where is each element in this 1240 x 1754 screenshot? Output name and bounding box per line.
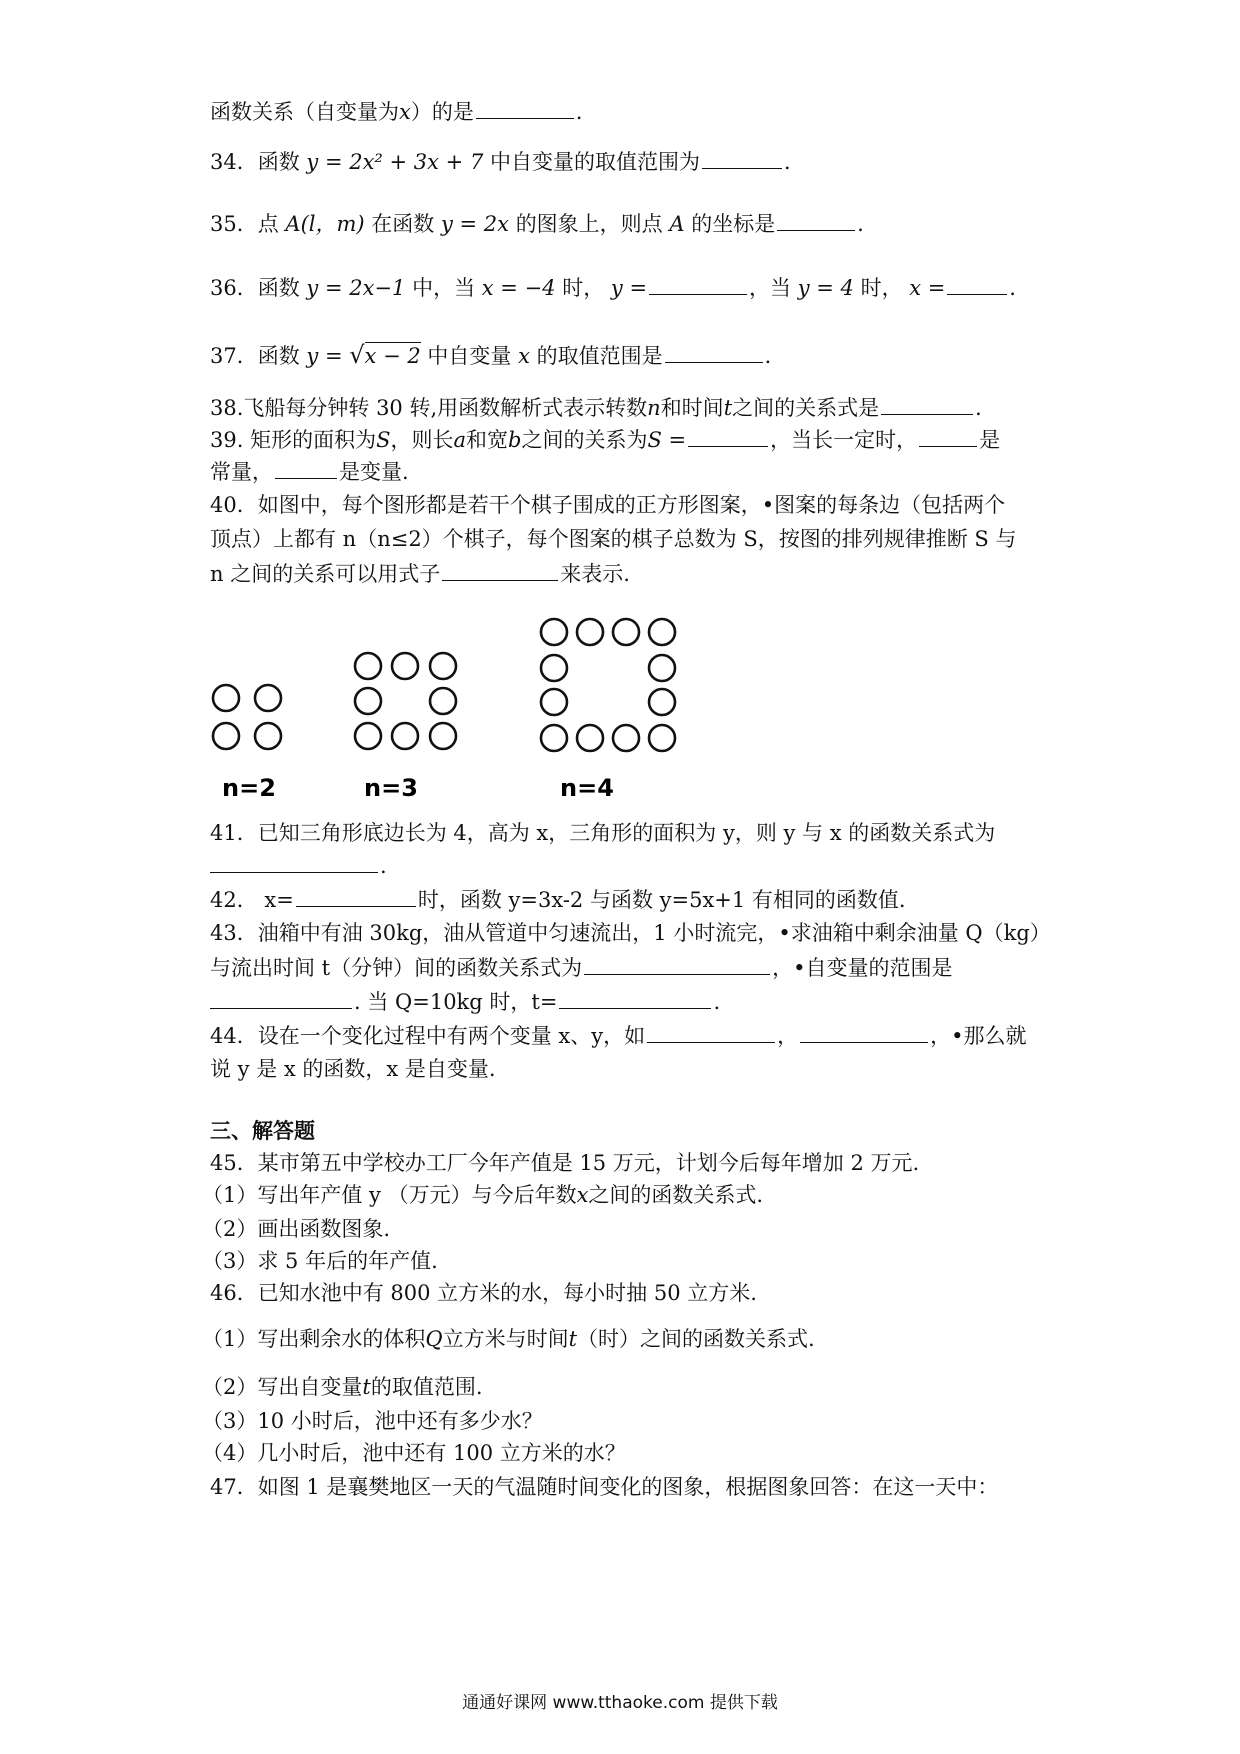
answer-blank[interactable] xyxy=(476,96,574,119)
chess-piece xyxy=(577,619,603,645)
sqrt-symbol: √ xyxy=(349,341,365,369)
text: 47．如图 1 是襄樊地区一天的气温随时间变化的图象，根据图象回答：在这一天中： xyxy=(210,1475,999,1499)
chess-piece xyxy=(541,619,567,645)
question-45-part2 xyxy=(202,1214,390,1244)
question-37 xyxy=(210,340,786,371)
q33-tail xyxy=(210,96,597,127)
text: 36．函数 xyxy=(210,276,300,300)
text: 来表示. xyxy=(560,562,630,586)
math: x xyxy=(399,100,411,124)
text: 时，函数 y=3x-2 与函数 y=5x+1 有相同的函数值. xyxy=(417,888,906,912)
math: x xyxy=(576,1183,589,1207)
question-39-cont xyxy=(210,456,409,487)
pattern-n4 xyxy=(541,619,675,751)
text: 的取值范围是 xyxy=(536,344,663,368)
chess-piece xyxy=(392,723,418,749)
text: 时， xyxy=(562,276,605,300)
formula: y = xyxy=(610,276,648,300)
text: 中自变量 xyxy=(427,344,512,368)
text: ． xyxy=(975,396,997,420)
math: t xyxy=(362,1375,371,1399)
chess-piece xyxy=(649,689,675,715)
question-46-part1 xyxy=(202,1324,815,1354)
math: A xyxy=(669,212,685,236)
text: 40．如图中，每个图形都是若干个棋子围成的正方形图案，•图案的每条边（包括两个 xyxy=(210,493,1006,517)
formula: y = 2x² + 3x + 7 xyxy=(306,150,484,174)
answer-blank[interactable] xyxy=(559,986,711,1009)
chess-piece xyxy=(355,688,381,714)
text: 在函数 xyxy=(371,212,435,236)
chess-piece xyxy=(430,653,456,679)
label-n3: n=3 xyxy=(364,774,418,802)
text: 之间的函数关系式. xyxy=(588,1183,764,1207)
question-42 xyxy=(210,884,906,915)
question-43-line2 xyxy=(210,952,953,983)
question-45 xyxy=(210,1148,919,1178)
math: S xyxy=(376,428,391,452)
chess-piece xyxy=(649,619,675,645)
text: 45．某市第五中学校办工厂今年产值是 15 万元，计划今后每年增加 2 万元. xyxy=(210,1151,920,1175)
formula: x = −4 xyxy=(481,276,556,300)
question-43-line3 xyxy=(210,986,720,1017)
text: ，•那么就 xyxy=(930,1024,1027,1048)
question-44-line2 xyxy=(210,1054,496,1084)
text: 顶点）上都有 n（n≤2）个棋子，每个图案的棋子总数为 S，按图的排列规律推断 S 与 xyxy=(210,527,1017,551)
question-46-part4 xyxy=(202,1438,626,1468)
chess-piece xyxy=(355,723,381,749)
answer-blank[interactable] xyxy=(688,424,768,447)
text: 之间的关系为 xyxy=(521,428,648,452)
text: （时）之间的函数关系式. xyxy=(577,1327,815,1351)
text: 41．已知三角形底边长为 4，高为 x，三角形的面积为 y，则 y 与 x 的函数关系式为 xyxy=(210,821,996,845)
label-n4: n=4 xyxy=(560,774,614,802)
text: （3）求 5 年后的年产值. xyxy=(202,1249,438,1273)
text: ，•自变量的范围是 xyxy=(772,956,953,980)
answer-blank[interactable] xyxy=(665,340,763,363)
radicand: x − 2 xyxy=(364,344,421,368)
text: 的图象上，则点 xyxy=(515,212,663,236)
text: 的坐标是 xyxy=(691,212,776,236)
chess-piece xyxy=(577,725,603,751)
text: 38.飞船每分钟转 30 转,用函数解析式表示转数 xyxy=(210,396,648,420)
question-41-line2 xyxy=(210,850,387,881)
formula: y = 2x xyxy=(440,212,509,236)
text: ． xyxy=(857,212,879,236)
question-35 xyxy=(210,208,878,239)
question-41-line1 xyxy=(210,818,995,848)
text: （4）几小时后，池中还有 100 立方米的水？ xyxy=(202,1441,626,1465)
text: 37．函数 xyxy=(210,344,300,368)
formula: y = 2x−1 xyxy=(306,276,406,300)
answer-blank[interactable] xyxy=(702,146,782,169)
formula: x = xyxy=(909,276,946,300)
math: t xyxy=(723,396,733,420)
math: a xyxy=(453,428,466,452)
text: 46．已知水池中有 800 立方米的水，每小时抽 50 立方米. xyxy=(210,1281,757,1305)
section-heading: 三、解答题 xyxy=(210,1119,315,1143)
text: 是变量. xyxy=(339,460,409,484)
chess-piece xyxy=(430,688,456,714)
chess-piece xyxy=(541,689,567,715)
text: ． xyxy=(1009,276,1031,300)
chess-piece xyxy=(255,685,281,711)
text: 函数关系（自变量为 xyxy=(210,100,399,124)
pattern-n2 xyxy=(213,685,281,749)
formula: y = 4 xyxy=(797,276,854,300)
answer-blank[interactable] xyxy=(647,1020,775,1043)
formula: S = xyxy=(647,428,687,452)
chess-piece xyxy=(541,725,567,751)
question-43-line1 xyxy=(210,918,1051,948)
question-40-line1 xyxy=(210,490,1005,520)
pattern-n3 xyxy=(355,653,456,749)
answer-blank[interactable] xyxy=(210,850,378,873)
text: ． xyxy=(764,344,786,368)
text: 与流出时间 t（分钟）间的函数关系式为 xyxy=(210,956,583,980)
formula: y = xyxy=(306,344,343,368)
answer-blank[interactable] xyxy=(947,272,1007,295)
answer-blank[interactable] xyxy=(275,456,337,479)
chess-piece xyxy=(213,685,239,711)
answer-blank[interactable] xyxy=(881,392,973,415)
answer-blank[interactable] xyxy=(584,952,770,975)
text: 42． x= xyxy=(210,888,294,912)
text: 的取值范围. xyxy=(370,1375,483,1399)
math: t xyxy=(568,1327,578,1351)
chess-piece xyxy=(649,725,675,751)
text: ）的是 xyxy=(410,100,474,124)
answer-blank[interactable] xyxy=(919,424,977,447)
text: 34．函数 xyxy=(210,150,300,174)
question-46 xyxy=(210,1278,757,1308)
formula: A(l，m) xyxy=(285,212,365,236)
text: . 当 Q=10kg 时，t= xyxy=(354,990,558,1014)
answer-blank[interactable] xyxy=(442,558,558,581)
question-44-line1 xyxy=(210,1020,1027,1051)
question-45-part3 xyxy=(202,1246,438,1276)
text: 时， xyxy=(860,276,903,300)
chess-piece xyxy=(213,723,239,749)
chess-piece xyxy=(613,725,639,751)
text: . xyxy=(380,854,387,878)
chess-piece xyxy=(541,655,567,681)
text: 44．设在一个变化过程中有两个变量 x、y，如 xyxy=(210,1024,646,1048)
question-45-part1 xyxy=(202,1180,763,1210)
text: ， xyxy=(777,1024,799,1048)
text: 35．点 xyxy=(210,212,279,236)
chess-pattern-figure xyxy=(200,610,700,810)
answer-blank[interactable] xyxy=(800,1020,928,1043)
text: （2）画出函数图象. xyxy=(202,1217,391,1241)
text: ． xyxy=(784,150,805,174)
text: （2）写出自变量 xyxy=(202,1375,363,1399)
question-39 xyxy=(210,424,1000,455)
text: （3）10 小时后，池中还有多少水？ xyxy=(202,1409,543,1433)
chess-piece xyxy=(649,655,675,681)
question-46-part2 xyxy=(202,1372,483,1402)
text: ，当长一定时， xyxy=(770,428,918,452)
question-38 xyxy=(210,392,996,423)
question-46-part3 xyxy=(202,1406,543,1436)
text: . xyxy=(713,990,721,1014)
question-47 xyxy=(210,1472,998,1502)
text: （1）写出年产值 y （万元）与今后年数 xyxy=(202,1183,577,1207)
answer-blank[interactable] xyxy=(777,208,855,231)
answer-blank[interactable] xyxy=(649,272,747,295)
chess-piece xyxy=(430,723,456,749)
text: 39. 矩形的面积为 xyxy=(210,428,377,452)
text: 和宽 xyxy=(466,428,508,452)
chess-piece xyxy=(255,723,281,749)
text: 43．油箱中有油 30kg，油从管道中匀速流出，1 小时流完，•求油箱中剩余油量 Q（kg） xyxy=(210,921,1051,945)
math: n xyxy=(647,396,661,420)
answer-blank[interactable] xyxy=(296,884,416,907)
text: 中自变量的取值范围为 xyxy=(490,150,700,174)
math: b xyxy=(508,428,522,452)
math: Q xyxy=(425,1327,443,1351)
text: 立方米与时间 xyxy=(442,1327,569,1351)
text: ，当 xyxy=(749,276,792,300)
text: 和时间 xyxy=(660,396,724,420)
question-40-line3 xyxy=(210,558,630,589)
question-36 xyxy=(210,272,1030,303)
label-n2: n=2 xyxy=(222,774,276,802)
page-footer: 通通好课网 www.tthaoke.com 提供下载 xyxy=(462,1693,778,1713)
math: x xyxy=(518,344,530,368)
text: n 之间的关系可以用式子 xyxy=(210,562,441,586)
answer-blank[interactable] xyxy=(210,986,352,1009)
text: ，则长 xyxy=(390,428,454,452)
text: 说 y 是 x 的函数，x 是自变量. xyxy=(210,1057,496,1081)
question-40-line2 xyxy=(210,524,1016,554)
text: 之间的关系式是 xyxy=(732,396,880,420)
chess-piece xyxy=(613,619,639,645)
text: 是 xyxy=(979,428,1001,452)
text: ． xyxy=(575,100,597,124)
text: （1）写出剩余水的体积 xyxy=(202,1327,426,1351)
chess-piece xyxy=(355,653,381,679)
question-34 xyxy=(210,146,805,177)
text: 中，当 xyxy=(412,276,476,300)
chess-piece xyxy=(392,653,418,679)
text: 常量， xyxy=(210,460,273,484)
